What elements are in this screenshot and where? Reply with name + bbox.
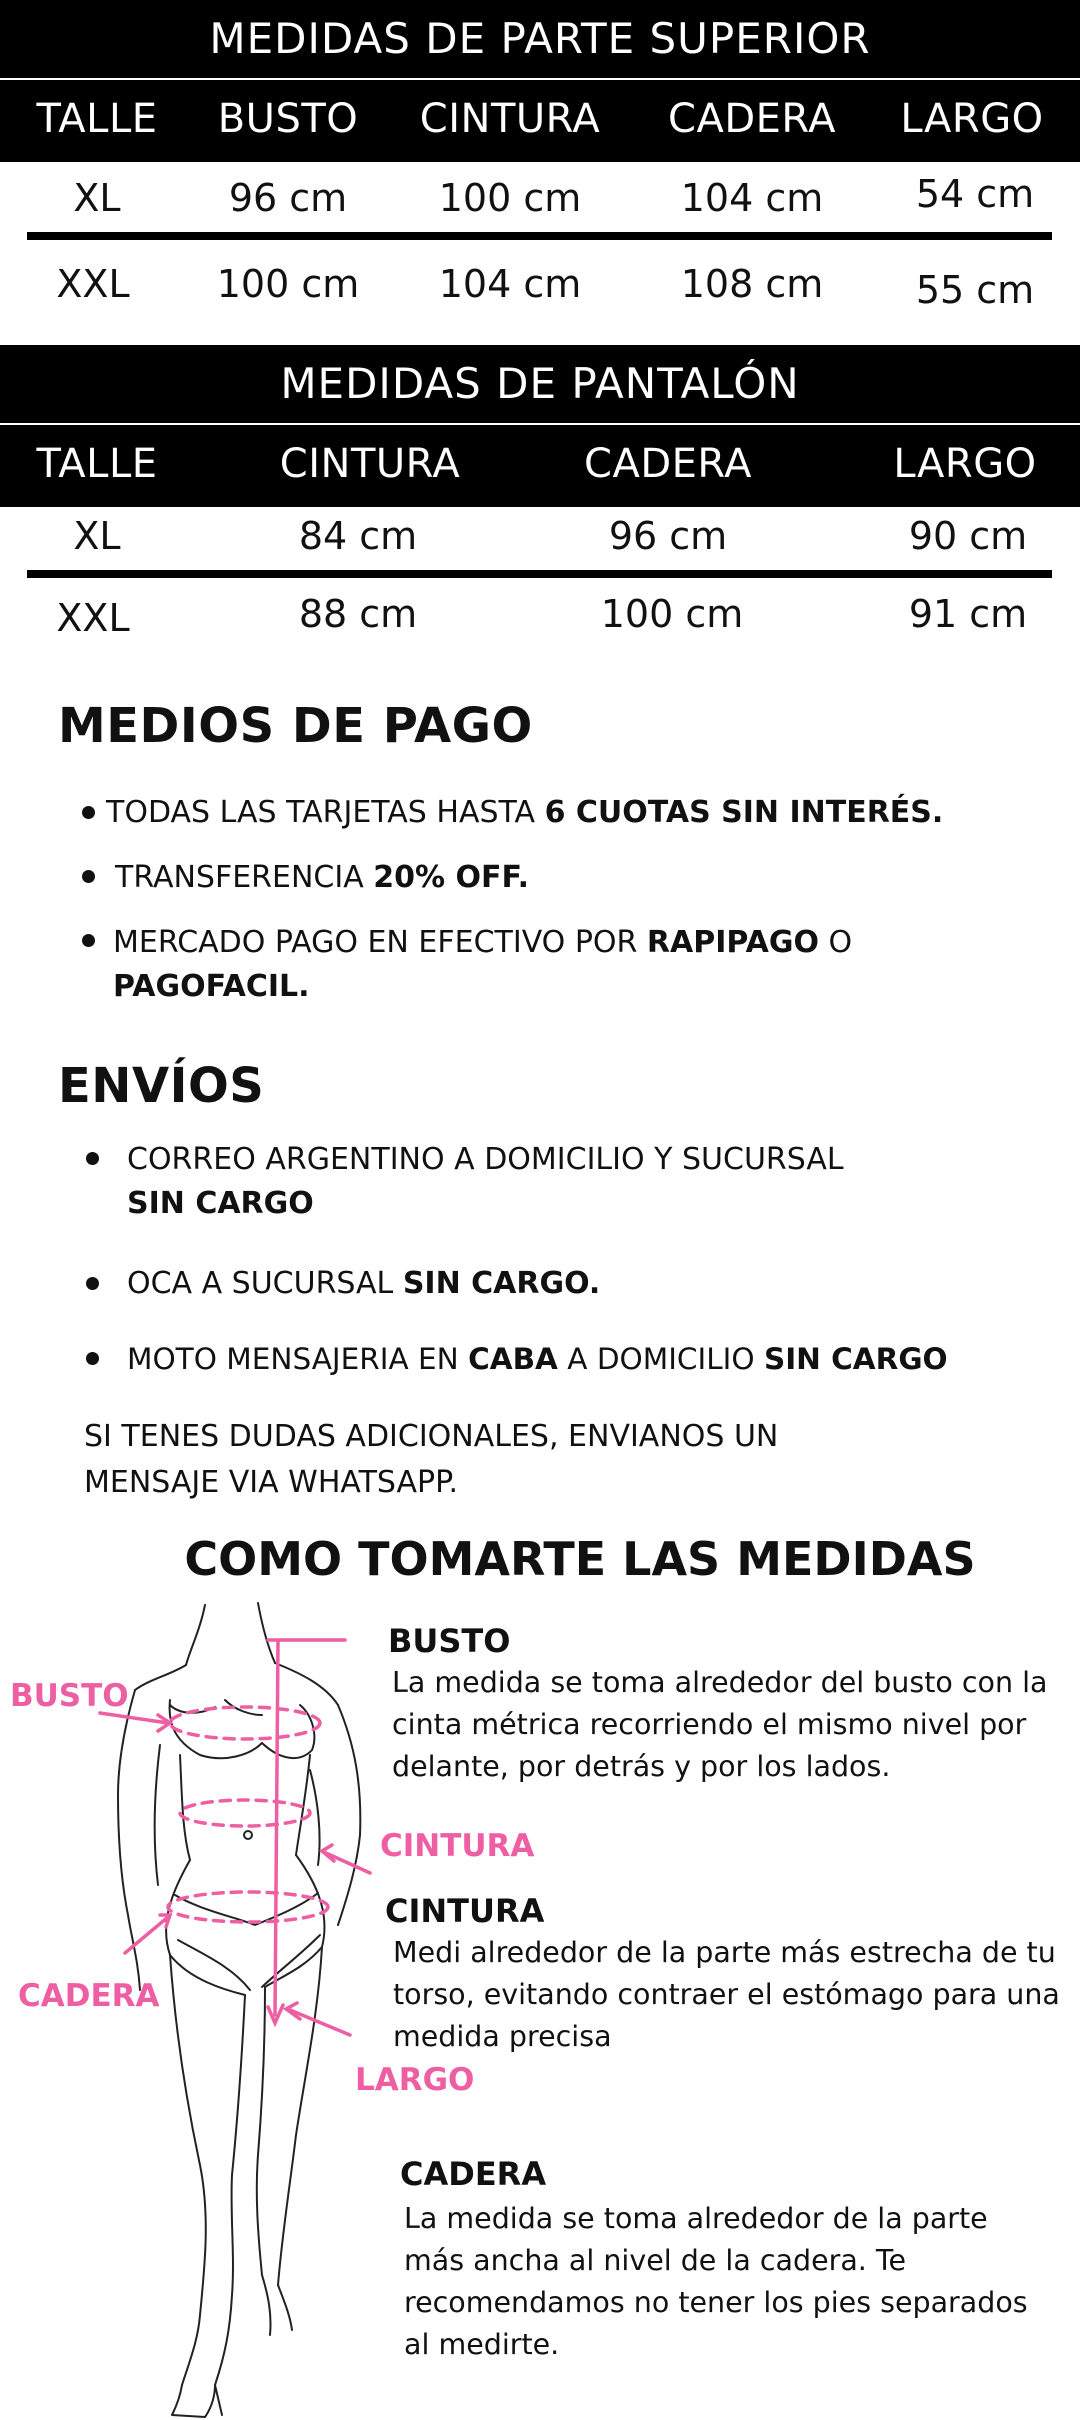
- payment-title: MEDIOS DE PAGO: [58, 698, 533, 754]
- cintura-line: torso, evitando contraer el estómago para una: [393, 1978, 1060, 2011]
- pants-row1-cintura: 84 cm: [298, 514, 418, 558]
- top-row1-cintura: 100 cm: [438, 176, 582, 220]
- pants-table-title: MEDIDAS DE PANTALÓN: [0, 345, 1080, 423]
- busto-line: La medida se toma alrededor del busto con la: [392, 1666, 1048, 1699]
- bullet-icon: [82, 806, 95, 819]
- payment-item-bold: PAGOFACIL.: [113, 969, 310, 1004]
- pants-row2-cadera: 100 cm: [600, 592, 744, 636]
- shipping-item-text: CORREO ARGENTINO A DOMICILIO Y SUCURSAL: [127, 1142, 844, 1177]
- cintura-line: medida precisa: [393, 2020, 612, 2053]
- cadera-description: [404, 2198, 1028, 2366]
- busto-line: cinta métrica recorriendo el mismo nivel por: [392, 1708, 1027, 1741]
- cintura-line: Medi alrededor de la parte más estrecha de tu: [393, 1936, 1056, 1969]
- top-header-talle: TALLE: [36, 96, 158, 142]
- payment-item-text: MERCADO PAGO EN EFECTIVO POR: [113, 925, 647, 960]
- top-row1-cadera: 104 cm: [680, 176, 824, 220]
- shipping-note: SI TENES DUDAS ADICIONALES, ENVIANOS UN: [84, 1419, 779, 1454]
- top-row2-cadera: 108 cm: [680, 262, 824, 306]
- bullet-icon: [82, 934, 95, 947]
- top-table-title: MEDIDAS DE PARTE SUPERIOR: [0, 0, 1080, 78]
- shipping-item-text: OCA A SUCURSAL: [127, 1266, 403, 1301]
- payment-item-bold: 6 CUOTAS SIN INTERÉS.: [544, 795, 944, 830]
- pants-row1-largo: 90 cm: [908, 514, 1028, 558]
- shipping-item-oca: [127, 1261, 600, 1307]
- pants-row2-largo: 91 cm: [908, 592, 1028, 636]
- shipping-item-bold: SIN CARGO: [127, 1186, 314, 1221]
- pants-row1-cadera: 96 cm: [608, 514, 728, 558]
- cintura-description: [393, 1932, 1060, 2058]
- top-row1-talle: XL: [73, 176, 121, 220]
- guide-title: COMO TOMARTE LAS MEDIDAS: [184, 1532, 976, 1586]
- bullet-icon: [86, 1277, 99, 1290]
- top-row2-talle: XXL: [56, 262, 130, 306]
- top-header-busto: BUSTO: [217, 96, 359, 142]
- top-header-cadera: CADERA: [668, 96, 836, 142]
- table-divider: [27, 570, 1052, 578]
- cadera-line: más ancha al nivel de la cadera. Te: [404, 2244, 907, 2277]
- payment-item-text: TRANSFERENCIA: [115, 860, 374, 895]
- table-divider: [27, 232, 1052, 240]
- label-cadera: CADERA: [18, 1978, 160, 2014]
- pants-row2-talle: XXL: [56, 596, 130, 640]
- pants-row1-talle: XL: [73, 514, 121, 558]
- shipping-item-moto: [127, 1336, 948, 1382]
- pants-table-header: [0, 425, 1080, 507]
- bullet-icon: [86, 1152, 99, 1165]
- payment-item-bold: RAPIPAGO: [646, 925, 819, 960]
- shipping-item-text: MOTO MENSAJERIA EN: [127, 1342, 469, 1376]
- pants-header-cintura: CINTURA: [279, 441, 461, 487]
- shipping-title: ENVÍOS: [58, 1058, 265, 1114]
- cadera-heading: CADERA: [400, 2155, 547, 2193]
- payment-item-bold: 20% OFF.: [373, 860, 530, 895]
- label-cintura: CINTURA: [380, 1828, 535, 1864]
- top-row2-cintura: 104 cm: [438, 262, 582, 306]
- top-header-cintura: CINTURA: [419, 96, 601, 142]
- pants-row2-cintura: 88 cm: [298, 592, 418, 636]
- payment-item-mercadopago: [113, 920, 852, 966]
- bullet-icon: [82, 870, 95, 883]
- busto-heading: BUSTO: [388, 1622, 511, 1660]
- busto-line: delante, por detrás y por los lados.: [392, 1750, 891, 1783]
- payment-item-cards: [106, 790, 943, 836]
- top-row2-busto: 100 cm: [216, 262, 360, 306]
- top-row2-largo: 55 cm: [915, 268, 1035, 312]
- payment-item-mercadopago-cont: [113, 964, 310, 1010]
- shipping-item-bold: SIN CARGO: [763, 1342, 948, 1376]
- shipping-item-bold: CABA: [468, 1342, 558, 1376]
- pants-header-talle: TALLE: [36, 441, 158, 487]
- shipping-item-bold: SIN CARGO.: [402, 1266, 601, 1301]
- shipping-item-correo-cont: [127, 1181, 314, 1227]
- pants-header-cadera: CADERA: [584, 441, 752, 487]
- cadera-line: recomendamos no tener los pies separados: [404, 2286, 1028, 2319]
- shipping-note: MENSAJE VIA WHATSAPP.: [84, 1465, 459, 1500]
- payment-item-text: O: [818, 925, 853, 960]
- top-header-largo: LARGO: [900, 96, 1044, 142]
- cadera-line: La medida se toma alrededor de la parte: [404, 2202, 988, 2235]
- top-table-header: [0, 80, 1080, 162]
- cintura-heading: CINTURA: [385, 1892, 545, 1930]
- busto-description: [392, 1662, 1048, 1788]
- shipping-item-correo: [127, 1137, 844, 1183]
- bullet-icon: [86, 1352, 99, 1365]
- payment-item-transfer: [115, 855, 529, 901]
- shipping-item-text: A DOMICILIO: [557, 1342, 764, 1376]
- label-largo: LARGO: [355, 2062, 475, 2098]
- top-row1-largo: 54 cm: [915, 172, 1035, 216]
- cadera-line: al medirte.: [404, 2328, 560, 2361]
- label-busto: BUSTO: [10, 1678, 129, 1714]
- payment-item-text: TODAS LAS TARJETAS HASTA: [106, 795, 545, 830]
- pants-header-largo: LARGO: [893, 441, 1037, 487]
- top-row1-busto: 96 cm: [228, 176, 348, 220]
